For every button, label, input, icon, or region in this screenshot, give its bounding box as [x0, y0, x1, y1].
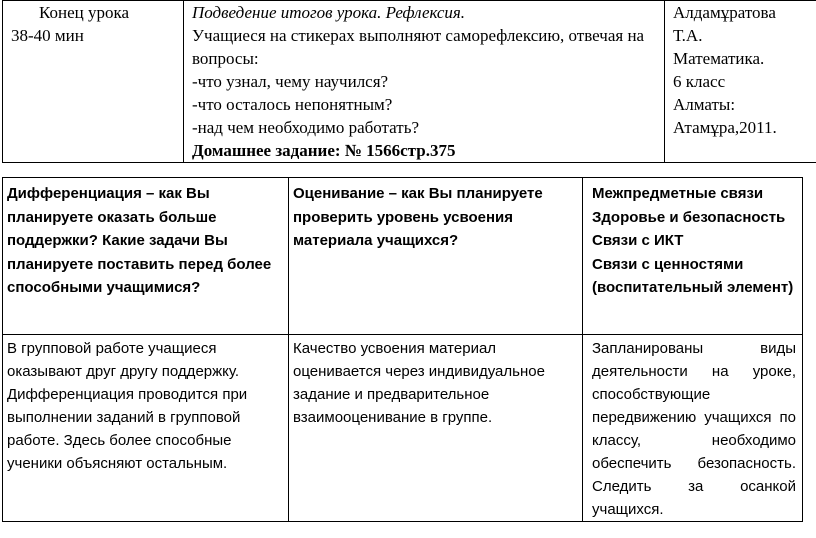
assessment-content: Качество усвоения материал оценивается через индивидуальное задание и предварительное взаимооценивание в группе.: [293, 340, 545, 426]
content-row: [3, 335, 803, 522]
lesson-stage-cell: [3, 1, 184, 163]
header-row: [3, 178, 803, 335]
reflection-question: -что узнал, чему научился?: [192, 72, 389, 91]
resource-line: Алдамұратова: [673, 3, 776, 22]
summary-title: Подведение итогов урока. Рефлексия.: [192, 3, 466, 22]
resources-cell: [665, 1, 816, 163]
reflection-question: -над чем необходимо работать?: [192, 118, 420, 137]
differentiation-content: В групповой работе учащиеся оказывают друг другу поддержку. Дифференциация проводится при выполнении заданий в групповой работе. Здесь более способные ученики объясняют остальным.: [7, 340, 248, 472]
lesson-plan-top-table: [2, 0, 816, 163]
values-links-label: Связи с ценностями (воспитательный элемент): [592, 255, 794, 296]
differentiation-header-cell: [3, 178, 289, 335]
differentiation-content-cell: [3, 335, 289, 522]
cross-curricular-content-cell: [583, 335, 803, 522]
resource-line: Атамұра,2011.: [673, 118, 777, 137]
assessment-content-cell: [289, 335, 583, 522]
resource-line: 6 класс: [673, 72, 726, 91]
lesson-summary-cell: [184, 1, 665, 163]
stage-duration: 38-40 мин: [11, 26, 84, 45]
summary-intro: Учащиеся на стикерах выполняют саморефлексию, отвечая на вопросы:: [192, 26, 645, 68]
resource-line: Алматы:: [673, 95, 736, 114]
lesson-end-row: [3, 1, 816, 163]
stage-name: Конец урока: [39, 3, 130, 22]
lesson-plan-bottom-table: [2, 177, 803, 522]
resource-line: Математика.: [673, 49, 765, 68]
differentiation-header: Дифференциация – как Вы планируете оказать больше поддержки? Какие задачи Вы планируете поставить перед более способными учащимися?: [7, 185, 272, 296]
ict-links-label: Связи с ИКТ: [592, 232, 684, 249]
assessment-header-cell: [289, 178, 583, 335]
cross-curricular-header: [583, 178, 802, 300]
cross-curricular-content: Запланированы виды деятельности на уроке, способствующие передвижению учащихся по классу, необходимо обеспечить безопасность. Следить за осанкой учащихся.: [592, 340, 796, 518]
homework-text: Домашнее задание: № 1566стр.375: [192, 141, 456, 160]
assessment-header: Оценивание – как Вы планируете проверить уровень усвоения материала учащихся?: [293, 185, 543, 249]
resource-line: Т.А.: [673, 26, 703, 45]
reflection-question: -что осталось непонятным?: [192, 95, 393, 114]
cross-curricular-title: Межпредметные связи: [592, 185, 764, 202]
cross-curricular-header-cell: [583, 178, 803, 335]
health-safety-label: Здоровье и безопасность: [592, 208, 786, 226]
